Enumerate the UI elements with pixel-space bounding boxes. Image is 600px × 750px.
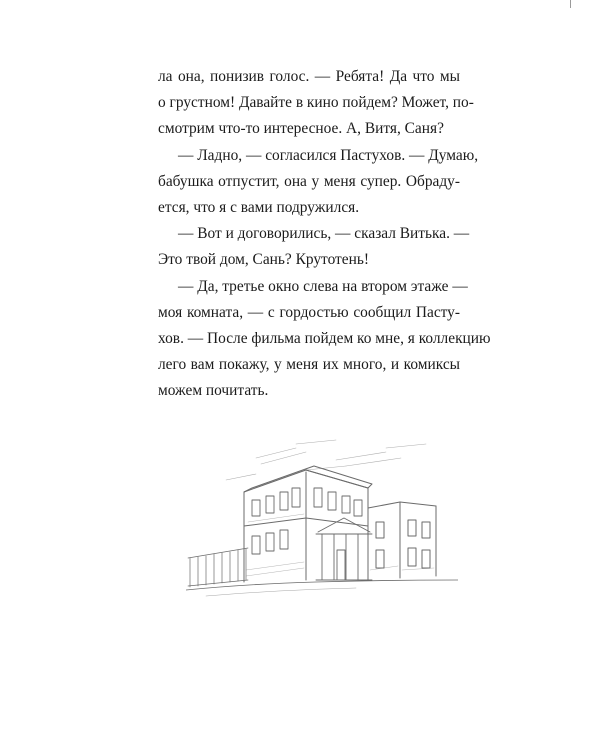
text-line: хов. — После фильма пойдем ко мне, я коллекцию [158, 330, 491, 348]
text-line: лего вам покажу, у меня их много, и комиксы [158, 356, 460, 374]
text-line: — Ладно, — согласился Пастухов. — Думаю, [178, 146, 479, 164]
text-line: ла она, понизив голос. — Ребята! Да что мы [158, 68, 460, 85]
text-line: ется, что я с вами подружился. [158, 199, 360, 217]
text-line: смотрим что-то интересное. А, Витя, Саня? [158, 120, 444, 138]
text-line: о грустном! Давайте в кино пойдем? Может, по- [158, 94, 474, 112]
text-line: моя комната, — с гордостью сообщил Пасту- [158, 303, 460, 321]
text-line: — Да, третье окно слева на втором этаже — [178, 277, 468, 295]
text-line: Это твой дом, Сань? Крутотень! [158, 251, 369, 269]
body-text [158, 64, 491, 405]
page-edge-mark [570, 0, 571, 8]
house-sketch-icon [186, 430, 458, 605]
text-line: бабушка отпустит, она у меня супер. Обраду- [158, 172, 460, 190]
text-line: можем почитать. [158, 382, 269, 400]
text-line: — Вот и договорились, — сказал Витька. — [178, 225, 470, 243]
